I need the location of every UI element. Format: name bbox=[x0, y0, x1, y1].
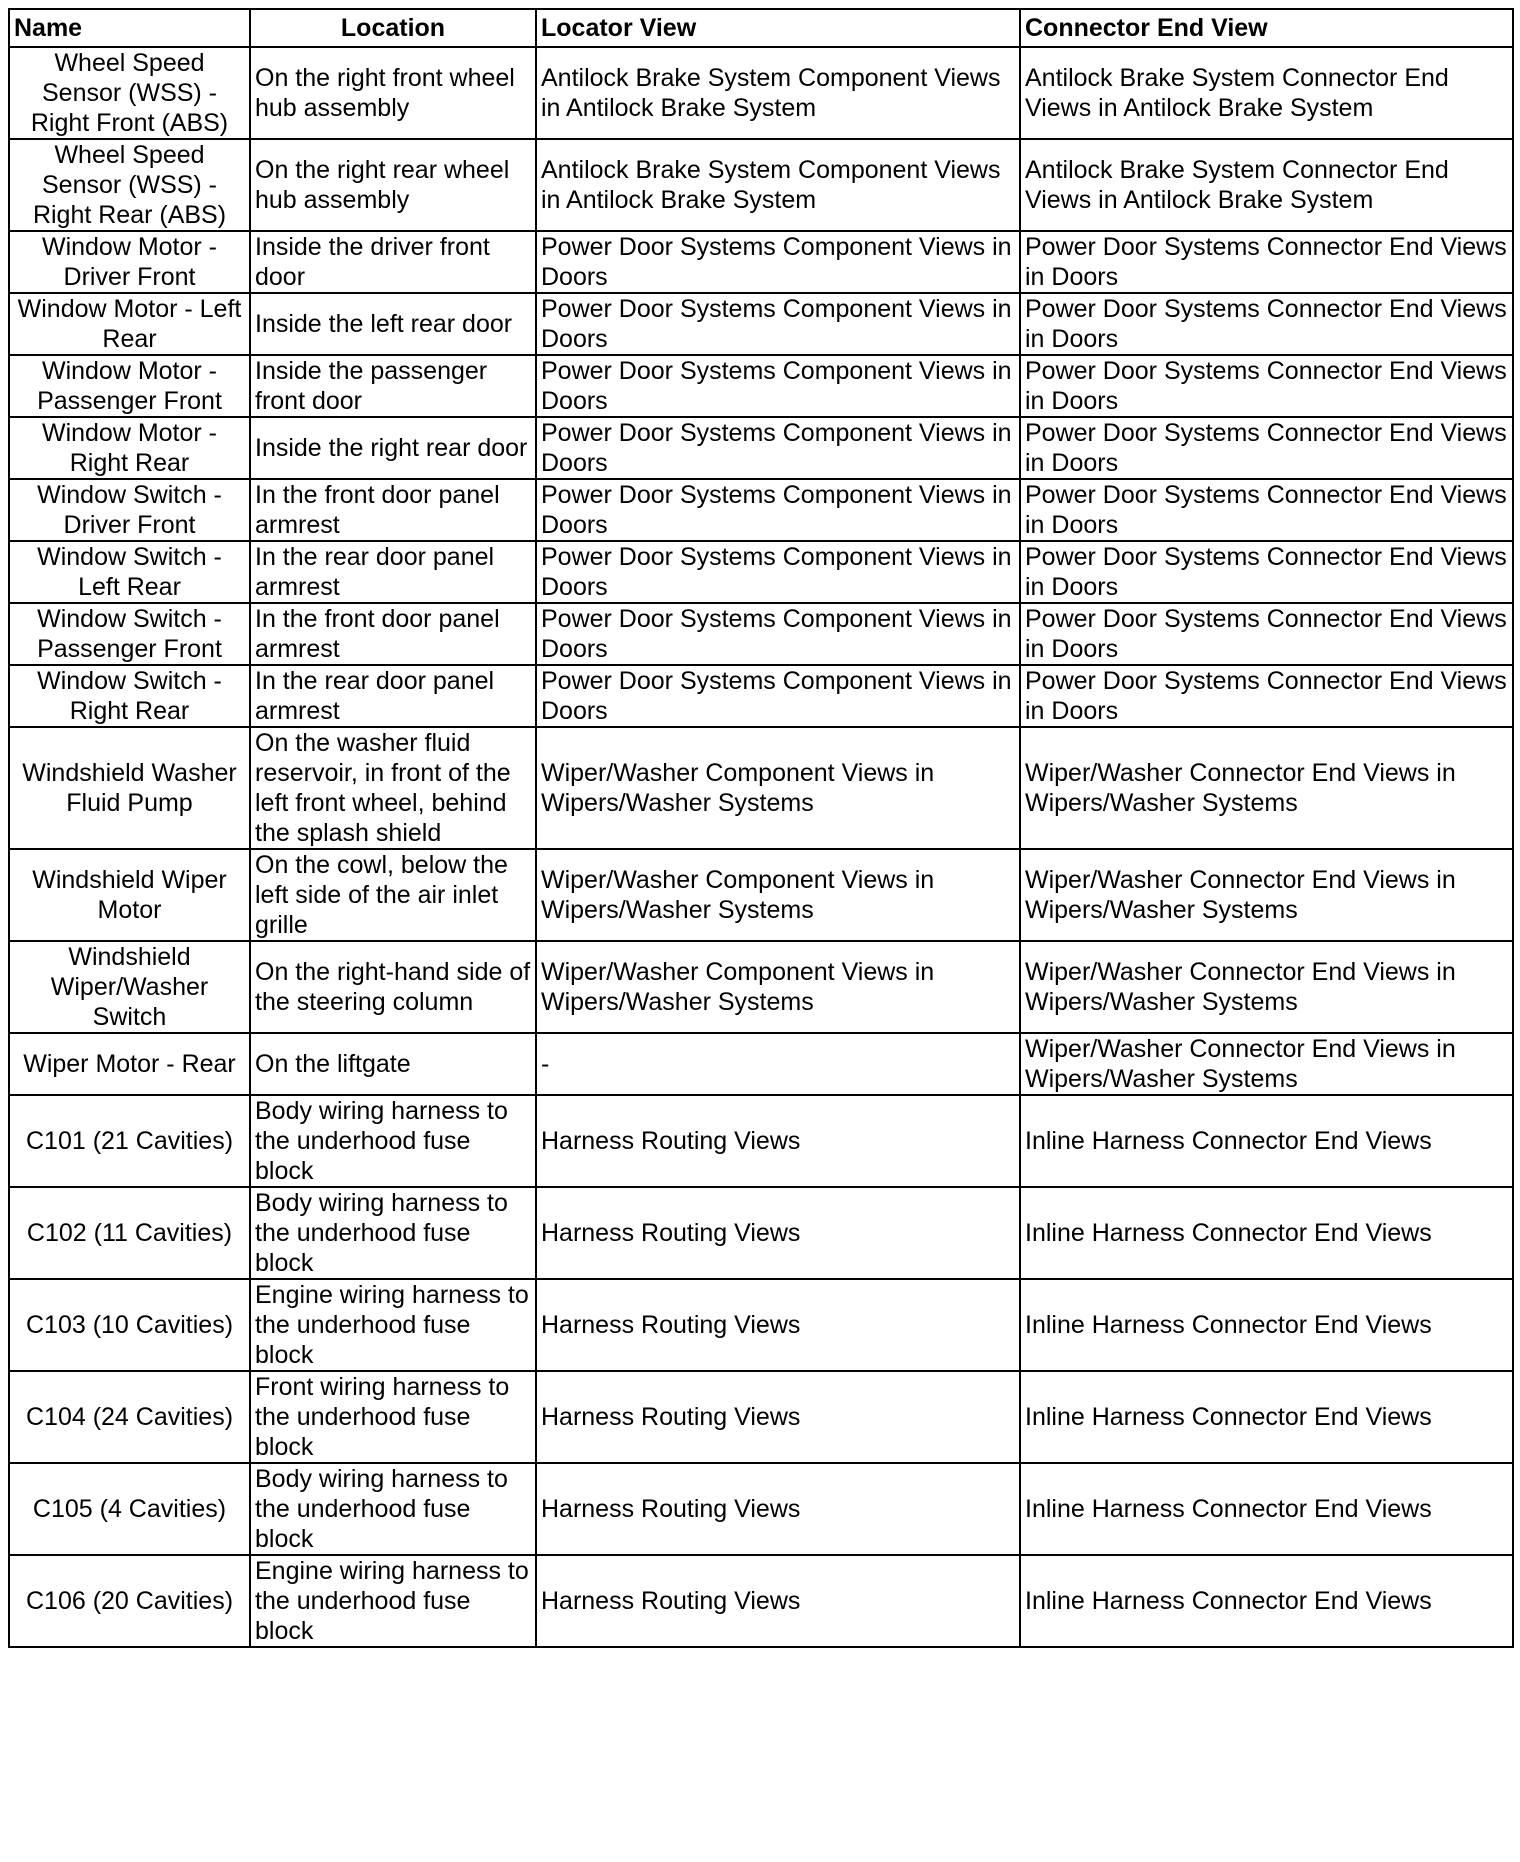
cell-name: Window Switch - Left Rear bbox=[9, 541, 250, 603]
table-row bbox=[9, 1187, 1513, 1279]
cell-locator-view: Antilock Brake System Component Views in Antilock Brake System bbox=[536, 47, 1020, 139]
table-body bbox=[9, 47, 1513, 1647]
header-connector-end-view: Connector End View bbox=[1020, 9, 1513, 47]
table-row bbox=[9, 231, 1513, 293]
table-row bbox=[9, 849, 1513, 941]
cell-connector-end-view: Power Door Systems Connector End Views in Doors bbox=[1020, 293, 1513, 355]
cell-name: C101 (21 Cavities) bbox=[9, 1095, 250, 1187]
cell-location: Body wiring harness to the underhood fuse block bbox=[250, 1463, 536, 1555]
cell-connector-end-view: Wiper/Washer Connector End Views in Wipers/Washer Systems bbox=[1020, 941, 1513, 1033]
cell-locator-view: Power Door Systems Component Views in Doors bbox=[536, 231, 1020, 293]
cell-locator-view: Power Door Systems Component Views in Doors bbox=[536, 293, 1020, 355]
cell-connector-end-view: Power Door Systems Connector End Views in Doors bbox=[1020, 417, 1513, 479]
table-row bbox=[9, 1463, 1513, 1555]
cell-name: Window Motor - Left Rear bbox=[9, 293, 250, 355]
cell-locator-view: Power Door Systems Component Views in Doors bbox=[536, 541, 1020, 603]
cell-location: Inside the right rear door bbox=[250, 417, 536, 479]
cell-connector-end-view: Power Door Systems Connector End Views in Doors bbox=[1020, 479, 1513, 541]
header-name: Name bbox=[9, 9, 250, 47]
cell-name: Window Switch - Driver Front bbox=[9, 479, 250, 541]
cell-name: C106 (20 Cavities) bbox=[9, 1555, 250, 1647]
cell-location: On the washer fluid reservoir, in front of the left front wheel, behind the splash shield bbox=[250, 727, 536, 849]
cell-connector-end-view: Inline Harness Connector End Views bbox=[1020, 1187, 1513, 1279]
table-row bbox=[9, 1371, 1513, 1463]
cell-name: Window Motor - Right Rear bbox=[9, 417, 250, 479]
cell-name: C102 (11 Cavities) bbox=[9, 1187, 250, 1279]
table-row bbox=[9, 727, 1513, 849]
cell-connector-end-view: Power Door Systems Connector End Views in Doors bbox=[1020, 231, 1513, 293]
cell-locator-view: Harness Routing Views bbox=[536, 1463, 1020, 1555]
cell-location: Front wiring harness to the underhood fuse block bbox=[250, 1371, 536, 1463]
cell-location: On the liftgate bbox=[250, 1033, 536, 1095]
cell-locator-view: Power Door Systems Component Views in Doors bbox=[536, 417, 1020, 479]
cell-location: On the right rear wheel hub assembly bbox=[250, 139, 536, 231]
cell-name: Wheel Speed Sensor (WSS) - Right Front (ABS) bbox=[9, 47, 250, 139]
cell-locator-view: Harness Routing Views bbox=[536, 1371, 1020, 1463]
cell-location: Inside the passenger front door bbox=[250, 355, 536, 417]
table-row bbox=[9, 941, 1513, 1033]
cell-location: In the rear door panel armrest bbox=[250, 665, 536, 727]
cell-name: C103 (10 Cavities) bbox=[9, 1279, 250, 1371]
cell-connector-end-view: Wiper/Washer Connector End Views in Wipers/Washer Systems bbox=[1020, 849, 1513, 941]
cell-connector-end-view: Power Door Systems Connector End Views in Doors bbox=[1020, 541, 1513, 603]
table-row bbox=[9, 355, 1513, 417]
cell-connector-end-view: Inline Harness Connector End Views bbox=[1020, 1555, 1513, 1647]
cell-connector-end-view: Inline Harness Connector End Views bbox=[1020, 1279, 1513, 1371]
cell-locator-view: Power Door Systems Component Views in Doors bbox=[536, 603, 1020, 665]
table-header bbox=[9, 9, 1513, 47]
cell-connector-end-view: Antilock Brake System Connector End Views in Antilock Brake System bbox=[1020, 47, 1513, 139]
cell-location: On the cowl, below the left side of the air inlet grille bbox=[250, 849, 536, 941]
cell-connector-end-view: Wiper/Washer Connector End Views in Wipers/Washer Systems bbox=[1020, 727, 1513, 849]
cell-locator-view: Wiper/Washer Component Views in Wipers/Washer Systems bbox=[536, 727, 1020, 849]
cell-name: Wheel Speed Sensor (WSS) - Right Rear (ABS) bbox=[9, 139, 250, 231]
cell-locator-view: - bbox=[536, 1033, 1020, 1095]
cell-connector-end-view: Power Door Systems Connector End Views in Doors bbox=[1020, 355, 1513, 417]
table-row bbox=[9, 1033, 1513, 1095]
component-locator-table bbox=[8, 8, 1514, 1648]
cell-connector-end-view: Inline Harness Connector End Views bbox=[1020, 1371, 1513, 1463]
cell-connector-end-view: Power Door Systems Connector End Views in Doors bbox=[1020, 603, 1513, 665]
cell-locator-view: Harness Routing Views bbox=[536, 1095, 1020, 1187]
cell-name: Window Motor - Passenger Front bbox=[9, 355, 250, 417]
table-row bbox=[9, 479, 1513, 541]
cell-locator-view: Harness Routing Views bbox=[536, 1555, 1020, 1647]
cell-locator-view: Power Door Systems Component Views in Doors bbox=[536, 479, 1020, 541]
cell-location: In the rear door panel armrest bbox=[250, 541, 536, 603]
cell-name: Windshield Wiper Motor bbox=[9, 849, 250, 941]
cell-connector-end-view: Inline Harness Connector End Views bbox=[1020, 1095, 1513, 1187]
table-row bbox=[9, 541, 1513, 603]
table-row bbox=[9, 139, 1513, 231]
table-row bbox=[9, 1279, 1513, 1371]
cell-locator-view: Antilock Brake System Component Views in Antilock Brake System bbox=[536, 139, 1020, 231]
cell-name: Window Switch - Right Rear bbox=[9, 665, 250, 727]
cell-locator-view: Wiper/Washer Component Views in Wipers/Washer Systems bbox=[536, 941, 1020, 1033]
table-row bbox=[9, 603, 1513, 665]
cell-locator-view: Power Door Systems Component Views in Doors bbox=[536, 355, 1020, 417]
cell-connector-end-view: Power Door Systems Connector End Views in Doors bbox=[1020, 665, 1513, 727]
cell-location: Engine wiring harness to the underhood fuse block bbox=[250, 1555, 536, 1647]
cell-location: Inside the left rear door bbox=[250, 293, 536, 355]
cell-connector-end-view: Antilock Brake System Connector End Views in Antilock Brake System bbox=[1020, 139, 1513, 231]
cell-location: On the right-hand side of the steering column bbox=[250, 941, 536, 1033]
cell-connector-end-view: Wiper/Washer Connector End Views in Wipers/Washer Systems bbox=[1020, 1033, 1513, 1095]
cell-name: C105 (4 Cavities) bbox=[9, 1463, 250, 1555]
cell-location: In the front door panel armrest bbox=[250, 479, 536, 541]
cell-name: Windshield Wiper/Washer Switch bbox=[9, 941, 250, 1033]
cell-name: Window Switch - Passenger Front bbox=[9, 603, 250, 665]
cell-location: On the right front wheel hub assembly bbox=[250, 47, 536, 139]
cell-location: Body wiring harness to the underhood fuse block bbox=[250, 1187, 536, 1279]
cell-locator-view: Power Door Systems Component Views in Doors bbox=[536, 665, 1020, 727]
table-row bbox=[9, 293, 1513, 355]
cell-name: C104 (24 Cavities) bbox=[9, 1371, 250, 1463]
table-row bbox=[9, 1555, 1513, 1647]
cell-name: Wiper Motor - Rear bbox=[9, 1033, 250, 1095]
cell-location: Body wiring harness to the underhood fuse block bbox=[250, 1095, 536, 1187]
table-row bbox=[9, 1095, 1513, 1187]
cell-locator-view: Harness Routing Views bbox=[536, 1279, 1020, 1371]
cell-location: In the front door panel armrest bbox=[250, 603, 536, 665]
table-row bbox=[9, 47, 1513, 139]
cell-locator-view: Wiper/Washer Component Views in Wipers/Washer Systems bbox=[536, 849, 1020, 941]
header-locator-view: Locator View bbox=[536, 9, 1020, 47]
header-row bbox=[9, 9, 1513, 47]
header-location: Location bbox=[250, 9, 536, 47]
table-row bbox=[9, 665, 1513, 727]
cell-connector-end-view: Inline Harness Connector End Views bbox=[1020, 1463, 1513, 1555]
cell-name: Window Motor - Driver Front bbox=[9, 231, 250, 293]
table-row bbox=[9, 417, 1513, 479]
cell-location: Engine wiring harness to the underhood fuse block bbox=[250, 1279, 536, 1371]
cell-locator-view: Harness Routing Views bbox=[536, 1187, 1020, 1279]
cell-name: Windshield Washer Fluid Pump bbox=[9, 727, 250, 849]
cell-location: Inside the driver front door bbox=[250, 231, 536, 293]
